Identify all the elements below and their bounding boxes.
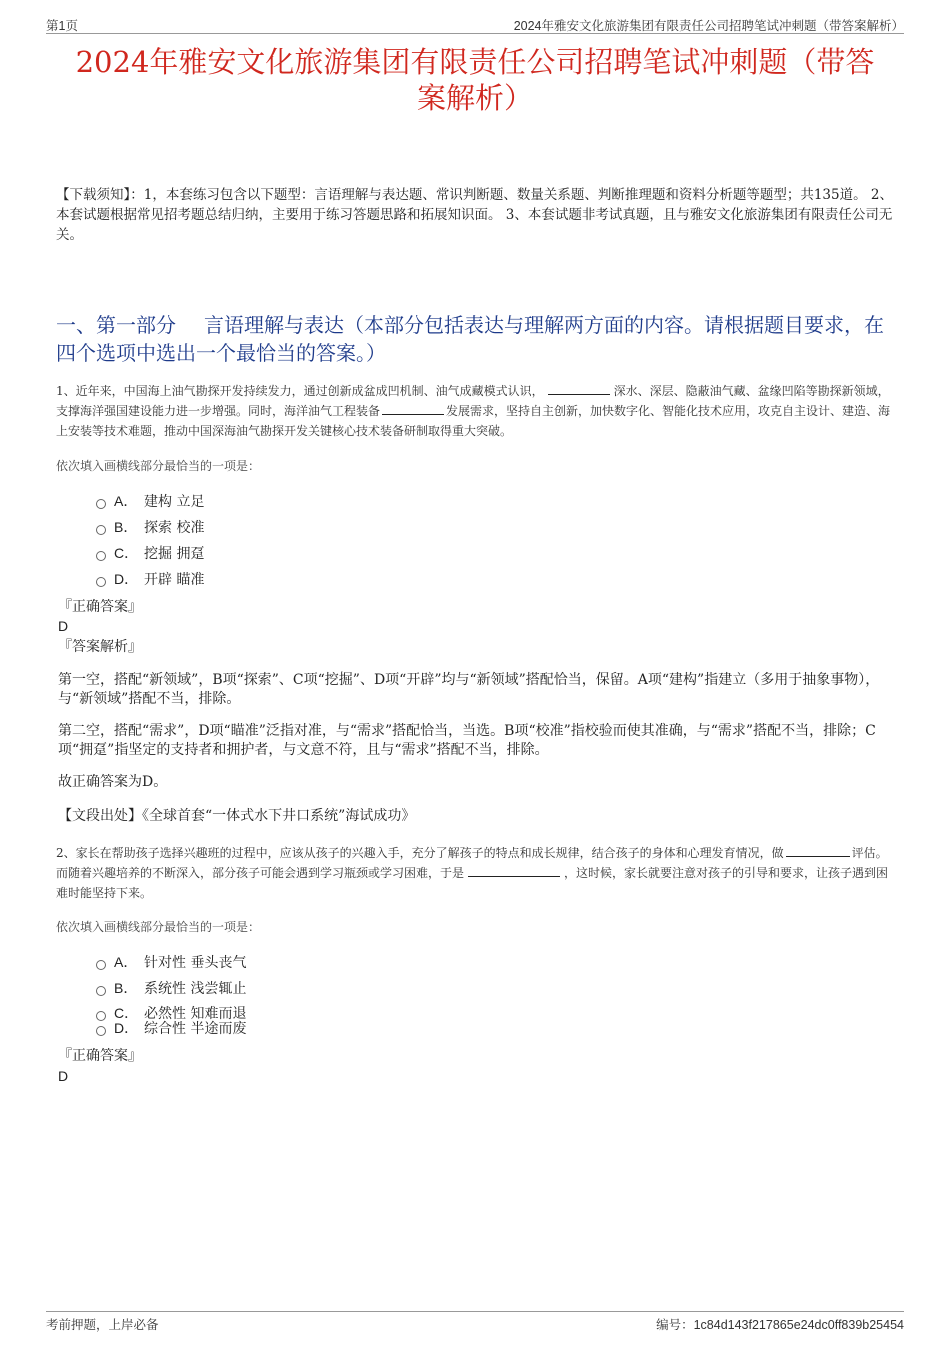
question-1-text: 1、近年来，中国海上油气勘探开发持续发力，通过创新成盆成凹机制、油气成藏模式认识， 深水、深层、隐蔽油气藏、盆缘凹陷等勘探新领域，支撑海洋强国建设能力进一步增强。同时，海洋油气工程装备 发展需求，坚持自主创新，加快数字化、智能化技术应用，攻克自主设计、建造、海上安装等技术难题，推动中国深海油气勘探开发关键核心技术装备研制取得重大突破。	[56, 384, 891, 438]
q2-option-c[interactable]: C． 必然性 知难而退	[96, 1003, 246, 1023]
header-doc-title: 2024年雅安文化旅游集团有限责任公司招聘笔试冲刺题（带答案解析）	[513, 19, 904, 33]
q1-option-a[interactable]: A． 建构 立足	[96, 491, 204, 511]
q2-answer: D	[58, 1068, 69, 1084]
blank-1	[548, 382, 610, 395]
q2-option-a[interactable]: A． 针对性 垂头丧气	[96, 952, 246, 972]
q1-analysis-label: 『答案解析』	[58, 639, 142, 655]
question-2-text: 2、家长在帮助孩子选择兴趣班的过程中，应该从孩子的兴趣入手，充分了解孩子的特点和成长规律，结合孩子的身体和心理发育情况，做 评估。而随着兴趣培养的不断深入，部分孩子可能会遇到学习瓶颈或学习困难，于是 ，这时候，家长就要注意对孩子的引导和要求，让孩子遇到困难时能坚持下来。	[56, 846, 889, 900]
footer-slogan: 考前押题，上岸必备	[46, 1317, 159, 1332]
section-desc: 言语理解与表达（本部分包括表达与理解两方面的内容。请根据题目要求，在四个选项中选出一个最恰当的答案。）	[56, 313, 884, 365]
radio-icon[interactable]	[96, 577, 106, 587]
radio-icon[interactable]	[96, 986, 106, 996]
radio-icon[interactable]	[96, 1026, 106, 1036]
footer-code: 编号：1c84d143f217865e24dc0ff839b25454	[656, 1317, 904, 1332]
title-line-1: 2024年雅安文化旅游集团有限责任公司招聘笔试冲刺题（带答	[75, 45, 875, 79]
question-1-prompt: 依次填入画横线部分最恰当的一项是：	[56, 459, 261, 473]
download-notice: 【下载须知】：1，本套练习包含以下题型：言语理解与表达题、常识判断题、数量关系题、判断推理题和资料分析题等题型；共135道。 2、本套试题根据常见招考题总结归纳，主要用于练习答题思路和拓展知识面。 3、本套试题非考试真题，且与雅安文化旅游集团有限责任公司无关。	[56, 187, 893, 243]
q1-answer: D	[58, 618, 69, 634]
blank-2	[382, 402, 444, 415]
page-header	[46, 15, 904, 34]
q2-answer-label: 『正确答案』	[58, 1048, 142, 1064]
section-part: 一、第一部分	[56, 313, 176, 337]
radio-icon[interactable]	[96, 960, 106, 970]
q2-option-b[interactable]: B． 系统性 浅尝辄止	[96, 978, 246, 998]
question-2-prompt: 依次填入画横线部分最恰当的一项是：	[56, 920, 261, 934]
q1-answer-label: 『正确答案』	[58, 599, 142, 615]
q1-option-b[interactable]: B． 探索 校准	[96, 517, 204, 537]
page-footer	[46, 1311, 904, 1332]
document-title	[40, 44, 910, 116]
q1-analysis-2: 第二空，搭配“需求”，D项“瞄准”泛指对准，与“需求”搭配恰当，当选。B项“校准”指校验而使其准确，与“需求”搭配不当，排除；C项“拥趸”指坚定的支持者和拥护者，与文意不符，且与“需求”搭配不当，排除。	[58, 723, 876, 758]
q1-analysis-3: 故正确答案为D。	[58, 774, 168, 790]
blank-4	[468, 864, 560, 877]
radio-icon[interactable]	[96, 525, 106, 535]
page-number: 第1页	[46, 19, 78, 33]
q1-source: 【文段出处】《全球首套“一体式水下井口系统”海试成功》	[58, 808, 416, 824]
section-heading	[56, 311, 898, 367]
blank-3	[786, 844, 850, 857]
title-line-2: 案解析）	[416, 81, 533, 115]
radio-icon[interactable]	[96, 499, 106, 509]
q1-option-d[interactable]: D． 开辟 瞄准	[96, 569, 204, 589]
q1-option-c[interactable]: C． 挖掘 拥趸	[96, 543, 204, 563]
q1-analysis-1: 第一空，搭配“新领域”，B项“探索”、C项“挖掘”、D项“开辟”均与“新领域”搭配恰当，保留。A项“建构”指建立（多用于抽象事物），与“新领域”搭配不当，排除。	[58, 672, 880, 707]
q2-option-d[interactable]: D． 综合性 半途而废	[96, 1018, 246, 1038]
radio-icon[interactable]	[96, 551, 106, 561]
